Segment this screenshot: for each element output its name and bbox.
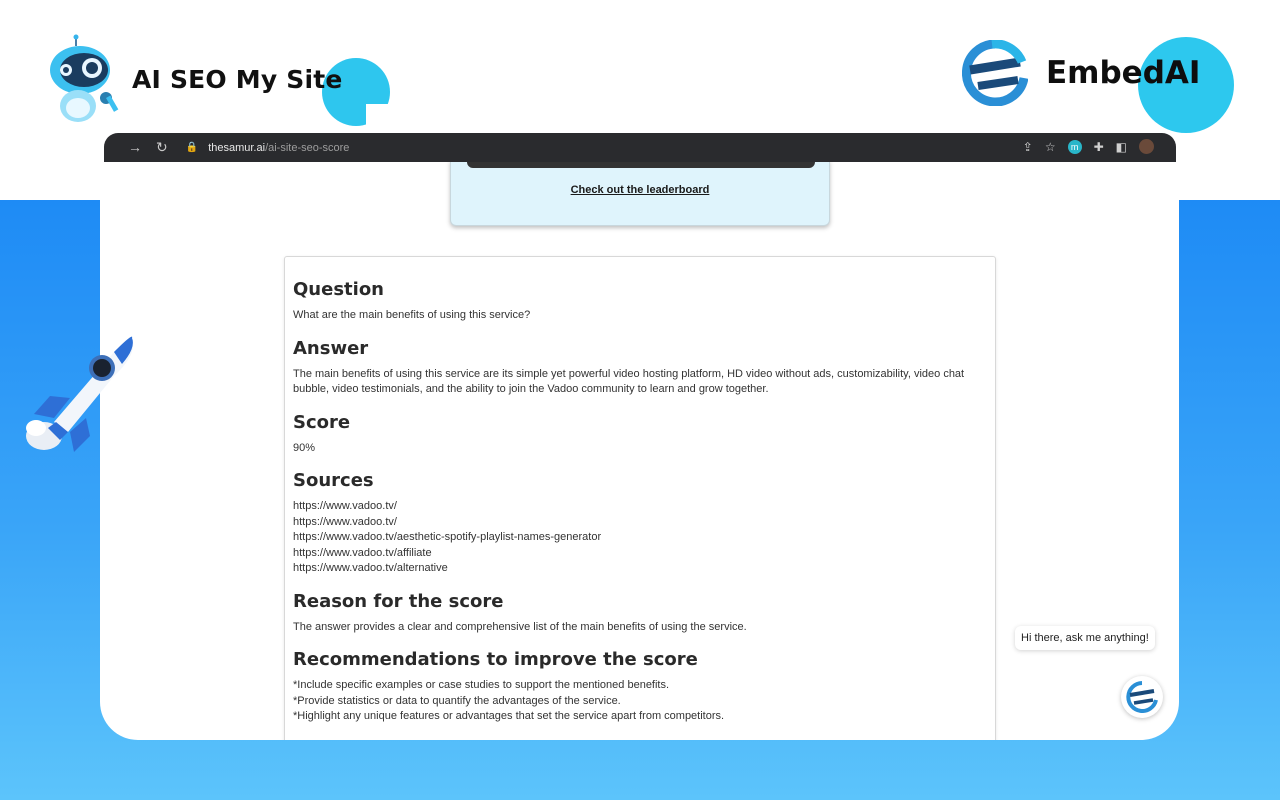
- extension-m-icon[interactable]: m: [1068, 140, 1082, 154]
- question-heading: Question: [293, 279, 384, 300]
- score-heading: Score: [293, 411, 351, 433]
- brand-ai-seo: [46, 34, 343, 124]
- rocket-illustration-icon: [14, 332, 140, 462]
- answer-text: The main benefits of using this service are its simple yet powerful video hosting platform, HD video without ads, customizability, video chat bubble, video testimonials, and the ability to join the Vadoo community to learn and grow together.: [293, 367, 965, 395]
- score-value: 90%: [293, 441, 316, 454]
- sources-heading: Sources: [293, 470, 374, 491]
- browser-toolbar: [104, 133, 1176, 162]
- result-card: [284, 256, 996, 740]
- recommendation-item: *Highlight any unique features or advantages that set the service apart from competitors.: [293, 710, 725, 722]
- decorative-cut: [366, 104, 394, 130]
- chat-launcher-button[interactable]: [1121, 676, 1163, 718]
- sources-list: [293, 499, 987, 577]
- sidepanel-icon[interactable]: ◧: [1115, 139, 1127, 154]
- toolbar-actions: [1023, 139, 1154, 154]
- source-item[interactable]: https://www.vadoo.tv/affiliate: [293, 546, 432, 559]
- embedai-chat-icon: [1121, 676, 1163, 718]
- lock-icon: 🔒: [185, 142, 199, 153]
- brand-left-title: AI SEO My Site: [132, 64, 343, 94]
- url-path: /ai-site-seo-score: [265, 141, 350, 154]
- extensions-puzzle-icon[interactable]: ✚: [1093, 139, 1104, 154]
- brand-embedai: [962, 40, 1200, 106]
- page-clip: [100, 160, 1179, 740]
- address-bar[interactable]: [186, 142, 350, 154]
- answer-heading: Answer: [293, 337, 369, 359]
- robot-mascot-icon: [46, 34, 120, 124]
- brand-right-title: EmbedAI: [1046, 55, 1201, 91]
- recommendations-section: [293, 649, 987, 725]
- question-text: What are the main benefits of using this service?: [293, 309, 531, 321]
- leaderboard-link[interactable]: Check out the leaderboard: [570, 184, 710, 196]
- recommendation-item: *Provide statistics or data to quantify the advantages of the service.: [293, 694, 621, 707]
- source-item[interactable]: https://www.vadoo.tv/alternative: [293, 562, 448, 574]
- source-item[interactable]: https://www.vadoo.tv/aesthetic-spotify-playlist-names-generator: [293, 531, 602, 543]
- chat-greeting-bubble[interactable]: Hi there, ask me anything!: [1015, 626, 1155, 650]
- score-section: [293, 412, 987, 457]
- reason-heading: Reason for the score: [293, 590, 504, 612]
- embedai-logo-icon: [962, 40, 1028, 106]
- recommendations-list: [293, 678, 987, 725]
- profile-avatar[interactable]: [1139, 139, 1154, 154]
- question-section: [293, 279, 987, 324]
- sources-section: [293, 470, 987, 577]
- url-domain: thesamur.ai: [208, 141, 266, 154]
- share-icon[interactable]: ⇪: [1022, 139, 1033, 154]
- source-item[interactable]: https://www.vadoo.tv/: [293, 500, 397, 512]
- reason-section: [293, 591, 987, 636]
- recommendation-item: *Include specific examples or case studies to support the mentioned benefits.: [293, 679, 670, 691]
- reason-text: The answer provides a clear and comprehensive list of the main benefits of using the service.: [293, 620, 747, 633]
- source-item[interactable]: https://www.vadoo.tv/: [293, 515, 397, 528]
- forward-icon[interactable]: →: [128, 139, 142, 155]
- star-icon[interactable]: ☆: [1044, 139, 1056, 154]
- reload-icon[interactable]: ↻: [156, 139, 168, 155]
- answer-section: [293, 338, 987, 398]
- nav-buttons: [128, 139, 182, 156]
- recommendations-heading: Recommendations to improve the score: [293, 649, 698, 670]
- leaderboard-panel: [450, 160, 830, 226]
